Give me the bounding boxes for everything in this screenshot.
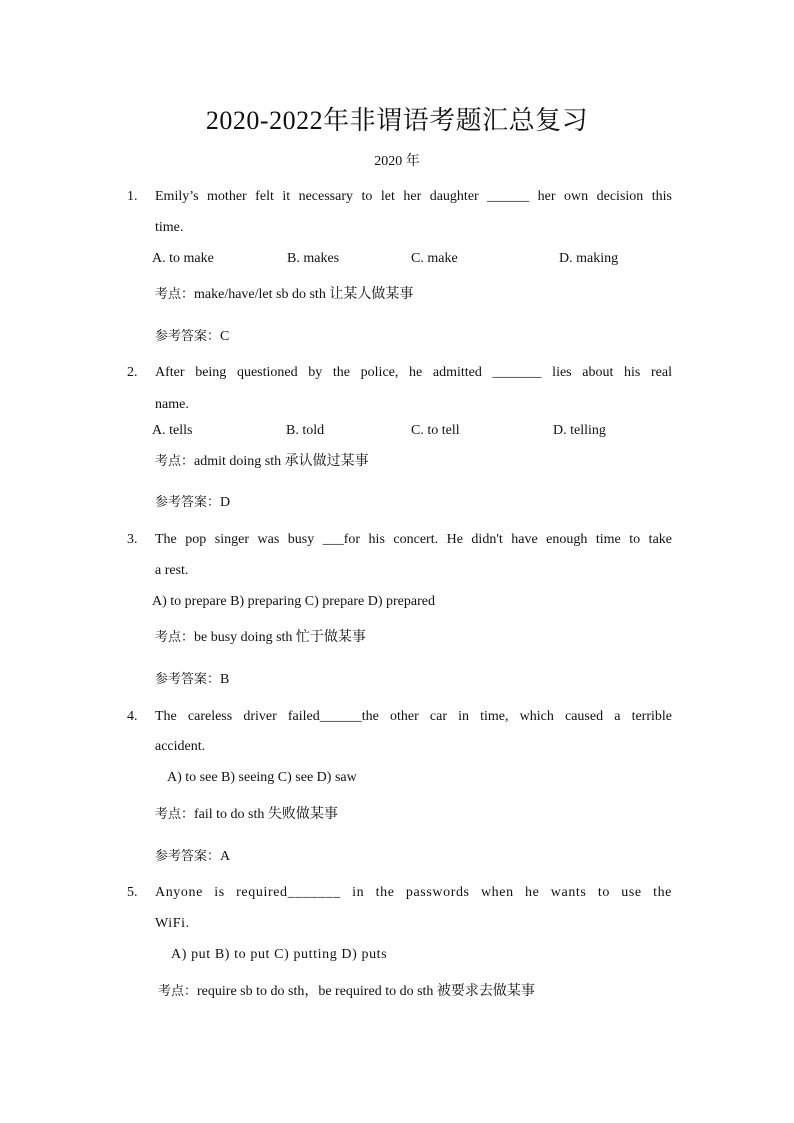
point-label: 考点： <box>158 984 198 999</box>
point-label: 考点： <box>155 630 195 645</box>
answer-value: D <box>220 495 231 510</box>
options-row: A) to see B) seeing C) see D) saw <box>167 770 357 785</box>
point-line <box>155 805 338 825</box>
option-c: C. make <box>411 251 458 266</box>
option-a: A. to make <box>152 251 214 266</box>
options-row: A) put B) to put C) putting D) puts <box>171 947 388 962</box>
point-line <box>155 285 413 305</box>
page-title: 2020-2022年非谓语考题汇总复习 <box>205 106 589 135</box>
year-heading: 2020 年 <box>374 154 420 169</box>
point-label: 考点： <box>155 454 195 469</box>
question-stem-line2: accident. <box>155 739 206 754</box>
point-text: be busy doing sth 忙于做某事 <box>194 630 366 645</box>
question-stem-line1: Emily’s mother felt it necessary to let her daughter ______ her own decision this <box>155 189 672 204</box>
question-number: 3. <box>127 532 138 547</box>
answer-value: A <box>220 849 231 864</box>
option-a: A. tells <box>152 423 193 438</box>
point-label: 考点： <box>155 287 195 302</box>
question-number: 1. <box>127 189 138 204</box>
answer-value: B <box>220 672 230 687</box>
option-d: D. making <box>559 251 619 266</box>
answer-line <box>155 327 229 347</box>
question-stem-line1: The careless driver failed______the other car in time, which caused a terrible <box>155 709 672 724</box>
answer-line <box>155 670 229 690</box>
question-number: 5. <box>127 885 138 900</box>
question-stem-line2: WiFi. <box>155 916 190 931</box>
option-d: D. telling <box>553 423 606 438</box>
question-number: 4. <box>127 709 138 724</box>
answer-value: C <box>220 329 230 344</box>
answer-line <box>155 493 230 513</box>
option-b: B. makes <box>287 251 340 266</box>
answer-label: 参考答案： <box>155 495 221 510</box>
question-stem-line2: name. <box>155 397 189 412</box>
answer-label: 参考答案： <box>155 849 221 864</box>
answer-label: 参考答案： <box>155 329 221 344</box>
point-line <box>155 628 366 648</box>
question-stem-line2: a rest. <box>155 563 189 578</box>
question-stem-line2: time. <box>155 220 184 235</box>
question-number: 2. <box>127 365 138 380</box>
point-line <box>158 982 535 1002</box>
option-c: C. to tell <box>411 423 460 438</box>
point-text: admit doing sth 承认做过某事 <box>194 454 369 469</box>
answer-line <box>155 847 230 867</box>
question-stem-line1: Anyone is required_______ in the passwords when he wants to use the <box>155 885 672 900</box>
point-text: make/have/let sb do sth 让某人做某事 <box>194 287 414 302</box>
answer-label: 参考答案： <box>155 672 221 687</box>
point-text: require sb to do sth，be required to do sth 被要求去做某事 <box>197 984 535 999</box>
point-line <box>155 452 369 472</box>
question-stem-line1: After being questioned by the police, he admitted _______ lies about his real <box>155 365 672 380</box>
point-text: fail to do sth 失败做某事 <box>194 807 338 822</box>
question-stem-line1: The pop singer was busy ___for his concert. He didn't have enough time to take <box>155 532 672 547</box>
options-row: A) to prepare B) preparing C) prepare D) prepared <box>152 594 435 609</box>
point-label: 考点： <box>155 807 195 822</box>
option-b: B. told <box>286 423 325 438</box>
